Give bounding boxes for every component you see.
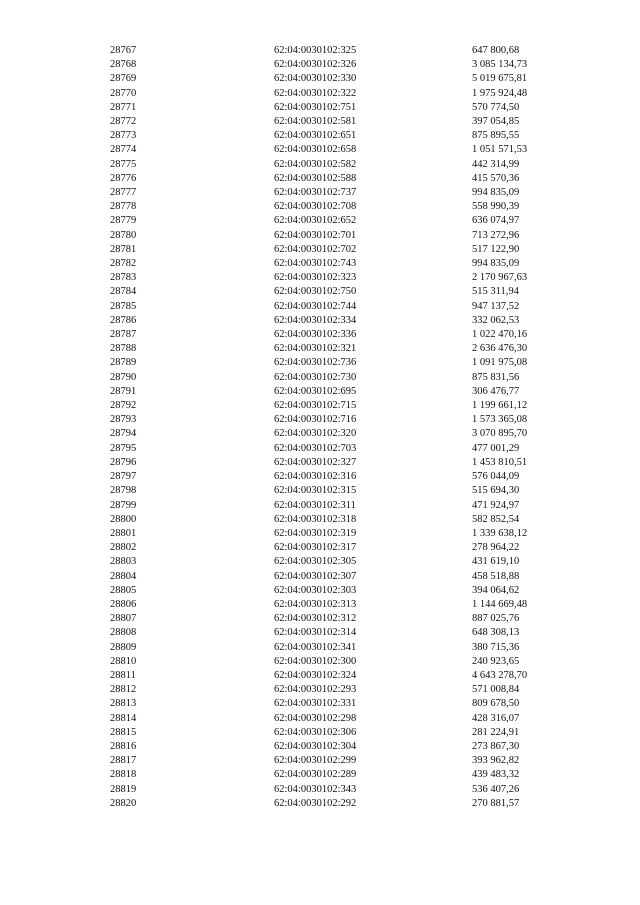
cadastral-number-cell: 62:04:0030102:300 xyxy=(274,655,357,667)
row-number-cell: 28788 xyxy=(110,343,137,355)
cadastral-value-cell: 278 964,22 xyxy=(472,542,520,554)
table-row xyxy=(110,186,580,200)
row-number-cell: 28772 xyxy=(110,116,137,128)
table-row xyxy=(110,797,580,811)
table-row xyxy=(110,342,580,356)
cadastral-value-cell: 887 025,76 xyxy=(472,613,520,625)
row-number-cell: 28767 xyxy=(110,45,137,56)
cadastral-value-cell: 5 019 675,81 xyxy=(472,73,528,85)
cadastral-number-cell: 62:04:0030102:737 xyxy=(274,187,357,199)
table-row xyxy=(110,328,580,342)
cadastral-value-cell: 471 924,97 xyxy=(472,499,520,511)
table-row xyxy=(110,200,580,214)
row-number-cell: 28773 xyxy=(110,130,137,142)
row-number-cell: 28803 xyxy=(110,556,137,568)
table-row xyxy=(110,570,580,584)
row-number-cell: 28809 xyxy=(110,641,137,653)
row-number-cell: 28814 xyxy=(110,712,137,724)
row-number-cell: 28804 xyxy=(110,570,137,582)
table-row xyxy=(110,158,580,172)
cadastral-value-cell: 1 091 975,08 xyxy=(472,357,528,369)
row-number-cell: 28817 xyxy=(110,755,137,767)
row-number-cell: 28780 xyxy=(110,229,137,241)
cadastral-number-cell: 62:04:0030102:324 xyxy=(274,669,357,681)
cadastral-number-cell: 62:04:0030102:750 xyxy=(274,286,357,298)
cadastral-value-cell: 515 311,94 xyxy=(472,286,519,298)
table-row xyxy=(110,470,580,484)
table-row xyxy=(110,129,580,143)
table-row xyxy=(110,499,580,513)
table-row xyxy=(110,456,580,470)
row-number-cell: 28820 xyxy=(110,797,137,809)
row-number-cell: 28769 xyxy=(110,73,137,85)
row-number-cell: 28785 xyxy=(110,300,137,312)
cadastral-number-cell: 62:04:0030102:327 xyxy=(274,456,357,468)
row-number-cell: 28794 xyxy=(110,428,137,440)
table-row xyxy=(110,641,580,655)
cadastral-number-cell: 62:04:0030102:582 xyxy=(274,158,357,170)
cadastral-number-cell: 62:04:0030102:336 xyxy=(274,329,357,341)
cadastral-value-cell: 875 895,55 xyxy=(472,130,520,142)
cadastral-value-cell: 428 316,07 xyxy=(472,712,520,724)
cadastral-value-cell: 713 272,96 xyxy=(472,229,520,241)
table-row xyxy=(110,555,580,569)
cadastral-value-cell: 809 678,50 xyxy=(472,698,520,710)
cadastral-number-cell: 62:04:0030102:318 xyxy=(274,513,357,525)
row-number-cell: 28787 xyxy=(110,329,137,341)
table-body xyxy=(110,44,580,811)
cadastral-number-cell: 62:04:0030102:315 xyxy=(274,485,357,497)
row-number-cell: 28815 xyxy=(110,726,137,738)
row-number-cell: 28802 xyxy=(110,542,137,554)
cadastral-number-cell: 62:04:0030102:299 xyxy=(274,755,357,767)
table-row xyxy=(110,399,580,413)
cadastral-value-cell: 477 001,29 xyxy=(472,442,520,454)
cadastral-number-cell: 62:04:0030102:330 xyxy=(274,73,357,85)
cadastral-value-cell: 442 314,99 xyxy=(472,158,520,170)
row-number-cell: 28783 xyxy=(110,272,137,284)
row-number-cell: 28768 xyxy=(110,59,137,71)
cadastral-value-cell: 332 062,53 xyxy=(472,314,520,326)
table-row xyxy=(110,300,580,314)
cadastral-value-cell: 281 224,91 xyxy=(472,726,520,738)
row-number-cell: 28808 xyxy=(110,627,137,639)
cadastral-value-cell: 515 694,30 xyxy=(472,485,520,497)
cadastral-value-cell: 647 800,68 xyxy=(472,45,520,56)
cadastral-value-cell: 947 137,52 xyxy=(472,300,520,312)
row-number-cell: 28813 xyxy=(110,698,137,710)
table-row xyxy=(110,740,580,754)
table-row xyxy=(110,385,580,399)
row-number-cell: 28771 xyxy=(110,101,137,113)
row-number-cell: 28776 xyxy=(110,172,137,184)
cadastral-value-cell: 875 831,56 xyxy=(472,371,520,383)
row-number-cell: 28800 xyxy=(110,513,137,525)
table-row xyxy=(110,669,580,683)
cadastral-number-cell: 62:04:0030102:715 xyxy=(274,400,357,412)
row-number-cell: 28812 xyxy=(110,684,137,696)
cadastral-number-cell: 62:04:0030102:703 xyxy=(274,442,357,454)
cadastral-number-cell: 62:04:0030102:343 xyxy=(274,783,357,795)
cadastral-number-cell: 62:04:0030102:307 xyxy=(274,570,357,582)
cadastral-value-cell: 1 051 571,53 xyxy=(472,144,528,156)
table-row xyxy=(110,427,580,441)
row-number-cell: 28786 xyxy=(110,314,137,326)
row-number-cell: 28797 xyxy=(110,471,137,483)
table-row xyxy=(110,44,580,58)
cadastral-number-cell: 62:04:0030102:292 xyxy=(274,797,357,809)
cadastral-number-cell: 62:04:0030102:306 xyxy=(274,726,357,738)
cadastral-value-cell: 636 074,97 xyxy=(472,215,520,227)
cadastral-number-cell: 62:04:0030102:316 xyxy=(274,471,357,483)
cadastral-value-cell: 240 923,65 xyxy=(472,655,520,667)
cadastral-value-table xyxy=(110,44,580,811)
table-row xyxy=(110,314,580,328)
cadastral-number-cell: 62:04:0030102:588 xyxy=(274,172,357,184)
cadastral-value-cell: 1 453 810,51 xyxy=(472,456,528,468)
cadastral-value-cell: 458 518,88 xyxy=(472,570,520,582)
cadastral-number-cell: 62:04:0030102:320 xyxy=(274,428,357,440)
row-number-cell: 28810 xyxy=(110,655,137,667)
cadastral-number-cell: 62:04:0030102:298 xyxy=(274,712,357,724)
cadastral-value-cell: 570 774,50 xyxy=(472,101,520,113)
cadastral-number-cell: 62:04:0030102:323 xyxy=(274,272,357,284)
row-number-cell: 28789 xyxy=(110,357,137,369)
table-row xyxy=(110,257,580,271)
row-number-cell: 28798 xyxy=(110,485,137,497)
table-row xyxy=(110,484,580,498)
row-number-cell: 28801 xyxy=(110,527,137,539)
table-row xyxy=(110,513,580,527)
table-row xyxy=(110,598,580,612)
cadastral-value-cell: 270 881,57 xyxy=(472,797,520,809)
cadastral-value-cell: 2 170 967,63 xyxy=(472,272,528,284)
cadastral-number-cell: 62:04:0030102:322 xyxy=(274,87,357,99)
cadastral-value-cell: 517 122,90 xyxy=(472,243,520,255)
cadastral-number-cell: 62:04:0030102:305 xyxy=(274,556,357,568)
row-number-cell: 28779 xyxy=(110,215,137,227)
cadastral-value-cell: 994 835,09 xyxy=(472,258,520,270)
row-number-cell: 28795 xyxy=(110,442,137,454)
cadastral-value-cell: 273 867,30 xyxy=(472,740,520,752)
row-number-cell: 28775 xyxy=(110,158,137,170)
cadastral-number-cell: 62:04:0030102:319 xyxy=(274,527,357,539)
row-number-cell: 28792 xyxy=(110,400,137,412)
table-row xyxy=(110,214,580,228)
cadastral-value-cell: 4 643 278,70 xyxy=(472,669,528,681)
cadastral-number-cell: 62:04:0030102:651 xyxy=(274,130,357,142)
row-number-cell: 28784 xyxy=(110,286,137,298)
cadastral-value-cell: 393 962,82 xyxy=(472,755,520,767)
cadastral-value-cell: 994 835,09 xyxy=(472,187,520,199)
table-row xyxy=(110,371,580,385)
row-number-cell: 28777 xyxy=(110,187,137,199)
table-row xyxy=(110,442,580,456)
cadastral-number-cell: 62:04:0030102:702 xyxy=(274,243,357,255)
table-row xyxy=(110,87,580,101)
cadastral-number-cell: 62:04:0030102:326 xyxy=(274,59,357,71)
table-row xyxy=(110,101,580,115)
table-row xyxy=(110,683,580,697)
cadastral-number-cell: 62:04:0030102:708 xyxy=(274,201,357,213)
cadastral-number-cell: 62:04:0030102:701 xyxy=(274,229,357,241)
cadastral-number-cell: 62:04:0030102:341 xyxy=(274,641,357,653)
cadastral-value-cell: 576 044,09 xyxy=(472,471,520,483)
table-row xyxy=(110,768,580,782)
row-number-cell: 28778 xyxy=(110,201,137,213)
cadastral-number-cell: 62:04:0030102:314 xyxy=(274,627,357,639)
table-row xyxy=(110,172,580,186)
row-number-cell: 28770 xyxy=(110,87,137,99)
table-row xyxy=(110,626,580,640)
cadastral-number-cell: 62:04:0030102:695 xyxy=(274,385,357,397)
cadastral-value-cell: 394 064,62 xyxy=(472,584,520,596)
cadastral-number-cell: 62:04:0030102:304 xyxy=(274,740,357,752)
row-number-cell: 28791 xyxy=(110,385,137,397)
table-row xyxy=(110,229,580,243)
row-number-cell: 28782 xyxy=(110,258,137,270)
table-row xyxy=(110,356,580,370)
table-row xyxy=(110,58,580,72)
cadastral-number-cell: 62:04:0030102:325 xyxy=(274,45,357,56)
cadastral-value-cell: 380 715,36 xyxy=(472,641,520,653)
row-number-cell: 28781 xyxy=(110,243,137,255)
cadastral-value-cell: 648 308,13 xyxy=(472,627,520,639)
cadastral-value-cell: 3 070 895,70 xyxy=(472,428,528,440)
table-row xyxy=(110,754,580,768)
cadastral-value-cell: 536 407,26 xyxy=(472,783,520,795)
table-row xyxy=(110,697,580,711)
table-row xyxy=(110,783,580,797)
cadastral-value-cell: 306 476,77 xyxy=(472,385,520,397)
table-row xyxy=(110,712,580,726)
table-row xyxy=(110,285,580,299)
row-number-cell: 28793 xyxy=(110,414,137,426)
table-row xyxy=(110,527,580,541)
cadastral-value-cell: 571 008,84 xyxy=(472,684,520,696)
cadastral-value-cell: 558 990,39 xyxy=(472,201,520,213)
cadastral-value-cell: 1 339 638,12 xyxy=(472,527,528,539)
cadastral-number-cell: 62:04:0030102:293 xyxy=(274,684,357,696)
cadastral-value-cell: 439 483,32 xyxy=(472,769,520,781)
row-number-cell: 28819 xyxy=(110,783,137,795)
cadastral-number-cell: 62:04:0030102:289 xyxy=(274,769,357,781)
cadastral-number-cell: 62:04:0030102:581 xyxy=(274,116,357,128)
cadastral-number-cell: 62:04:0030102:730 xyxy=(274,371,357,383)
cadastral-value-cell: 582 852,54 xyxy=(472,513,520,525)
table-row xyxy=(110,584,580,598)
cadastral-value-cell: 2 636 476,30 xyxy=(472,343,528,355)
cadastral-number-cell: 62:04:0030102:312 xyxy=(274,613,357,625)
cadastral-number-cell: 62:04:0030102:658 xyxy=(274,144,357,156)
table-row xyxy=(110,655,580,669)
cadastral-value-cell: 1 975 924,48 xyxy=(472,87,528,99)
table-row xyxy=(110,541,580,555)
cadastral-number-cell: 62:04:0030102:317 xyxy=(274,542,357,554)
cadastral-number-cell: 62:04:0030102:736 xyxy=(274,357,357,369)
cadastral-number-cell: 62:04:0030102:743 xyxy=(274,258,357,270)
table-row xyxy=(110,115,580,129)
cadastral-number-cell: 62:04:0030102:303 xyxy=(274,584,357,596)
cadastral-number-cell: 62:04:0030102:652 xyxy=(274,215,357,227)
row-number-cell: 28818 xyxy=(110,769,137,781)
row-number-cell: 28805 xyxy=(110,584,137,596)
cadastral-value-cell: 1 573 365,08 xyxy=(472,414,528,426)
table-row xyxy=(110,243,580,257)
table-row xyxy=(110,143,580,157)
cadastral-number-cell: 62:04:0030102:744 xyxy=(274,300,357,312)
cadastral-number-cell: 62:04:0030102:313 xyxy=(274,598,357,610)
cadastral-number-cell: 62:04:0030102:751 xyxy=(274,101,357,113)
table-row xyxy=(110,612,580,626)
row-number-cell: 28790 xyxy=(110,371,137,383)
cadastral-value-cell: 1 022 470,16 xyxy=(472,329,528,341)
table-row xyxy=(110,72,580,86)
cadastral-value-cell: 415 570,36 xyxy=(472,172,520,184)
row-number-cell: 28774 xyxy=(110,144,137,156)
table-row xyxy=(110,271,580,285)
row-number-cell: 28799 xyxy=(110,499,137,511)
row-number-cell: 28806 xyxy=(110,598,137,610)
cadastral-value-cell: 1 199 661,12 xyxy=(472,400,528,412)
row-number-cell: 28796 xyxy=(110,456,137,468)
table-row xyxy=(110,726,580,740)
cadastral-value-cell: 1 144 669,48 xyxy=(472,598,528,610)
cadastral-value-cell: 397 054,85 xyxy=(472,116,520,128)
cadastral-number-cell: 62:04:0030102:331 xyxy=(274,698,357,710)
cadastral-number-cell: 62:04:0030102:321 xyxy=(274,343,357,355)
row-number-cell: 28816 xyxy=(110,740,137,752)
cadastral-value-cell: 3 085 134,73 xyxy=(472,59,528,71)
cadastral-value-cell: 431 619,10 xyxy=(472,556,520,568)
cadastral-number-cell: 62:04:0030102:311 xyxy=(274,499,356,511)
row-number-cell: 28807 xyxy=(110,613,137,625)
cadastral-number-cell: 62:04:0030102:334 xyxy=(274,314,357,326)
table-row xyxy=(110,413,580,427)
row-number-cell: 28811 xyxy=(110,669,136,681)
cadastral-number-cell: 62:04:0030102:716 xyxy=(274,414,357,426)
